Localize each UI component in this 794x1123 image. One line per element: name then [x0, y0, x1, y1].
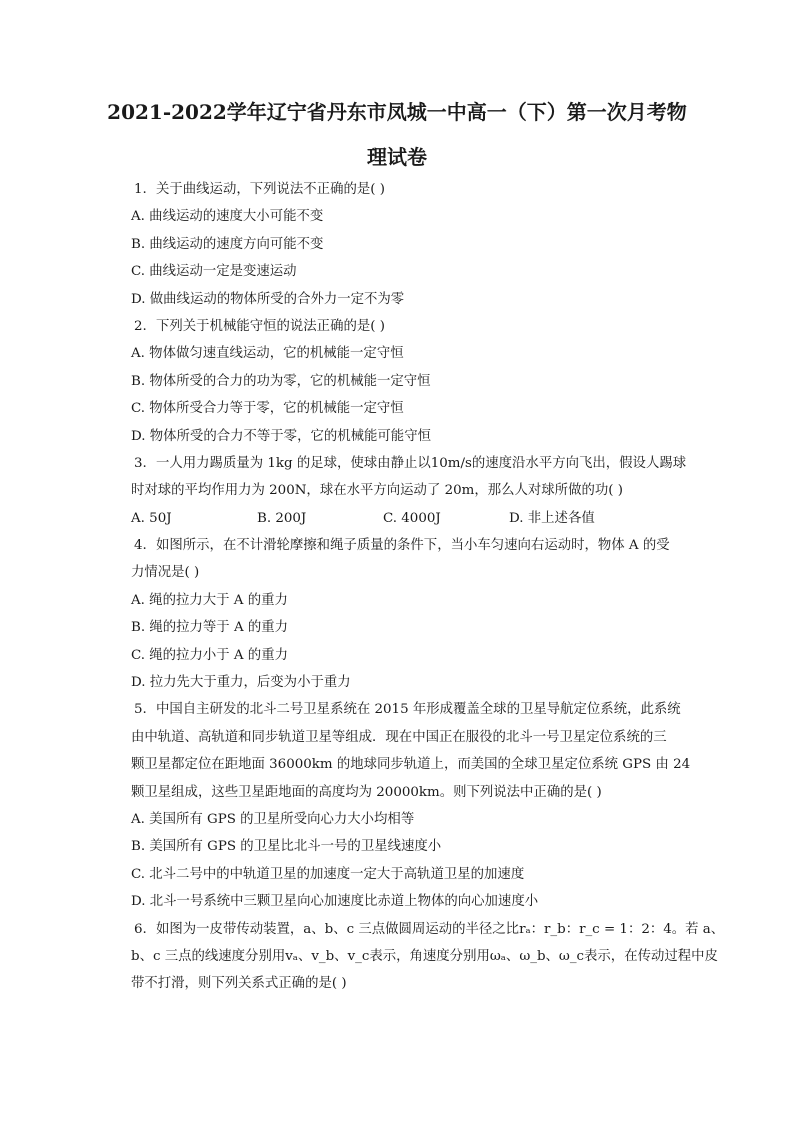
question-number: 5.	[134, 702, 147, 718]
question-1-option-d: D. 做曲线运动的物体所受的合外力一定不为零	[131, 291, 405, 307]
question-number: 6.	[134, 921, 147, 937]
question-1-stem: 1. 关于曲线运动，下列说法不正确的是( )	[131, 176, 691, 203]
question-4-option-b: B. 绳的拉力等于 A 的重力	[131, 620, 289, 636]
question-3-stem-line1: 3. 一人用力踢质量为 1kg 的足球，使球由静止以10m/s的速度沿水平方向飞出，假设人踢球	[131, 450, 691, 477]
question-4-stem-line2: 力情况是( )	[131, 565, 200, 581]
question-6-stem-line3: 带不打滑，则下列关系式正确的是( )	[131, 976, 347, 992]
question-1-option-a: A. 曲线运动的速度大小可能不变	[131, 209, 324, 225]
question-3-option-d: D. 非上述各值	[509, 510, 595, 526]
question-4-option-d: D. 拉力先大于重力，后变为小于重力	[131, 675, 351, 691]
questions	[131, 176, 725, 998]
question-2-option-c: C. 物体所受合力等于零，它的机械能一定守恒	[131, 401, 404, 417]
question-5-option-c: C. 北斗二号中的中轨道卫星的加速度一定大于高轨道卫星的加速度	[131, 866, 525, 882]
question-3-stem-line2: 时对球的平均作用力为 200N，球在水平方向运动了 20m，那么人对球所做的功( )	[131, 483, 623, 499]
question-number: 4.	[134, 538, 147, 554]
question-4-option-a: A. 绳的拉力大于 A 的重力	[131, 592, 288, 608]
question-5-stem-line4: 颗卫星组成，这些卫星距地面的高度均为 20000km。则下列说法中正确的是( )	[131, 784, 602, 800]
question-3-option-c: C. 4000J	[383, 510, 441, 526]
question-3-option-a: A. 50J	[131, 510, 172, 526]
question-6-stem-line1: 6. 如图为一皮带传动装置，a、b、c 三点做圆周运动的半径之比rₐ：r_b：r_c = 1：2：4。若 a、	[131, 916, 691, 943]
question-number: 1.	[134, 182, 147, 197]
question-4-option-c: C. 绳的拉力小于 A 的重力	[131, 647, 288, 663]
question-5-stem-line3: 颗卫星都定位在距地面 36000km 的地球同步轨道上，而美国的全球卫星定位系统 GPS 由 24	[131, 757, 691, 773]
question-number: 2.	[134, 318, 147, 334]
question-5-stem-line2: 由中轨道、高轨道和同步轨道卫星等组成．现在中国正在服役的北斗一号卫星定位系统的三	[131, 729, 667, 745]
question-2-option-d: D. 物体所受的合力不等于零，它的机械能可能守恒	[131, 428, 431, 444]
exam-title-line2: 理试卷	[367, 145, 427, 169]
question-5-stem-line1: 5. 中国自主研发的北斗二号卫星系统在 2015 年形成覆盖全球的卫星导航定位系统，此系统	[131, 696, 691, 723]
question-2-option-b: B. 物体所受的合力的功为零，它的机械能一定守恒	[131, 373, 431, 389]
question-5-option-b: B. 美国所有 GPS 的卫星比北斗一号的卫星线速度小	[131, 839, 442, 855]
question-6-stem-line2: b、c 三点的线速度分别用vₐ、v_b、v_c表示，角速度分别用ωₐ、ω_b、ω_c表示，在传动过程中皮	[131, 948, 718, 964]
exam-title-line1: 2021-2022学年辽宁省丹东市凤城一中高一（下）第一次月考物	[107, 100, 687, 124]
question-number: 3.	[134, 455, 147, 471]
question-5-option-a: A. 美国所有 GPS 的卫星所受向心力大小均相等	[131, 811, 415, 827]
question-3-option-b: B. 200J	[257, 510, 307, 526]
question-4-stem-line1: 4. 如图所示，在不计滑轮摩擦和绳子质量的条件下，当小车匀速向右运动时，物体 A 的受	[131, 532, 691, 559]
question-2-stem: 2. 下列关于机械能守恒的说法正确的是( )	[131, 313, 691, 340]
question-1-option-c: C. 曲线运动一定是变速运动	[131, 264, 297, 280]
question-2-option-a: A. 物体做匀速直线运动，它的机械能一定守恒	[131, 346, 404, 362]
question-1-option-b: B. 曲线运动的速度方向可能不变	[131, 236, 324, 252]
question-3-options	[131, 505, 691, 532]
question-5-option-d: D. 北斗一号系统中三颗卫星向心加速度比赤道上物体的向心加速度小	[131, 894, 539, 910]
